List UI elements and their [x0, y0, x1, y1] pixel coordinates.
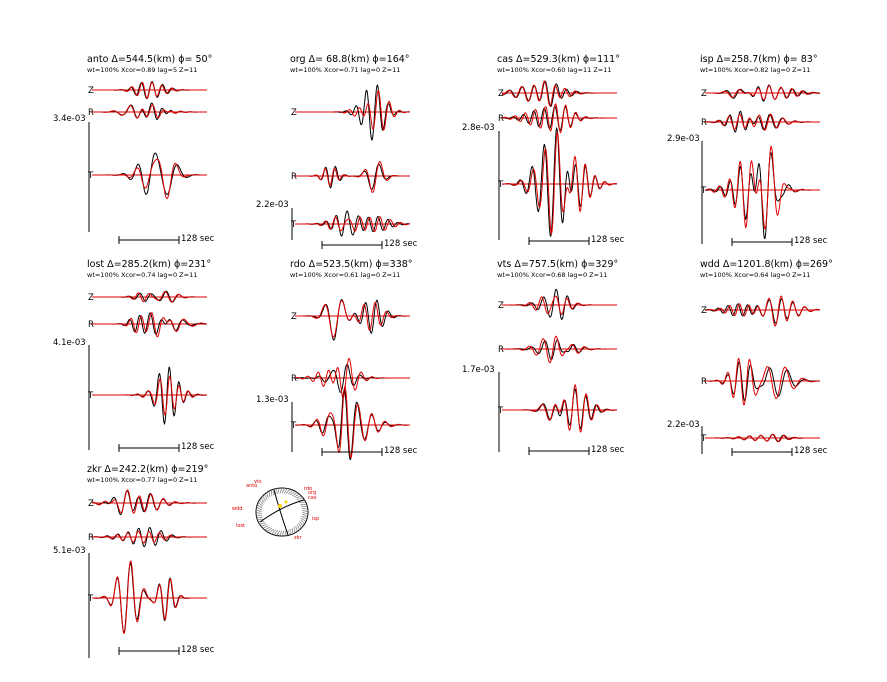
time-scale-label: 128 sec: [384, 446, 418, 456]
station-title: rdo Δ=523.5(km) ϕ=338°: [290, 259, 413, 270]
component-label: Z: [88, 293, 94, 303]
p-axis-marker: [278, 504, 282, 508]
component-label: T: [701, 186, 707, 196]
component-label: R: [291, 172, 297, 182]
trace-t-synthetic: [502, 385, 617, 432]
time-scale-label: 128 sec: [794, 446, 828, 456]
fit-stats: wt=100% Xcor=0.77 lag=0 Z=11: [87, 476, 198, 484]
trace-z-observed: [705, 299, 820, 323]
station-panel: [53, 259, 215, 452]
time-scale-label: 128 sec: [181, 234, 215, 244]
mechanism-station-label: wdd: [232, 506, 243, 512]
trace-z-observed: [295, 300, 410, 341]
amplitude-label: 2.8e-03: [462, 123, 495, 133]
station-title: cas Δ=529.3(km) ϕ=111°: [497, 54, 620, 65]
time-scale-label: 128 sec: [591, 445, 625, 455]
component-label: Z: [701, 306, 707, 316]
station-title: org Δ= 68.8(km) ϕ=164°: [290, 54, 410, 65]
component-label: Z: [498, 89, 504, 99]
time-scale-label: 128 sec: [384, 239, 418, 249]
trace-z-synthetic: [295, 90, 410, 129]
mechanism-station-label: cas: [308, 495, 317, 501]
component-label: R: [88, 533, 94, 543]
amplitude-label: 1.3e-03: [256, 395, 289, 405]
fit-stats: wt=100% Xcor=0.61 lag=0 Z=11: [290, 271, 401, 279]
station-panel: [256, 54, 418, 249]
component-label: R: [498, 114, 504, 124]
p-axis-marker: [285, 501, 288, 504]
station-panel: [53, 54, 215, 244]
station-panel: [667, 259, 833, 456]
trace-t-observed: [705, 153, 820, 239]
amplitude-label: 1.7e-03: [462, 365, 495, 375]
time-scale-label: 128 sec: [794, 236, 828, 246]
component-label: R: [88, 320, 94, 330]
trace-z-synthetic: [92, 82, 207, 98]
fit-stats: wt=100% Xcor=0.68 lag=0 Z=11: [497, 271, 608, 279]
component-label: R: [701, 377, 707, 387]
component-label: T: [88, 391, 94, 401]
trace-z-synthetic: [705, 296, 820, 326]
mechanism-station-label: org: [308, 490, 317, 496]
fit-stats: wt=100% Xcor=0.89 lag=5 Z=11: [87, 66, 198, 74]
amplitude-label: 2.2e-03: [667, 420, 700, 430]
component-label: R: [291, 374, 297, 384]
station-panel: [53, 464, 215, 658]
trace-t-observed: [92, 153, 207, 194]
trace-t-synthetic: [92, 561, 207, 633]
component-label: Z: [88, 499, 94, 509]
amplitude-label: 3.4e-03: [53, 114, 86, 124]
component-label: R: [88, 108, 94, 118]
component-label: T: [291, 421, 297, 431]
mechanism-station-label: isp: [312, 516, 320, 522]
time-scale-label: 128 sec: [181, 645, 215, 655]
trace-r-synthetic: [92, 313, 207, 337]
fit-stats: wt=100% Xcor=0.60 lag=11 Z=11: [497, 66, 612, 74]
trace-r-observed: [295, 164, 410, 189]
component-label: Z: [88, 86, 94, 96]
mechanism-station-label: vts: [254, 479, 262, 485]
trace-r-synthetic: [705, 359, 820, 405]
fit-stats: wt=100% Xcor=0.74 lag=0 Z=11: [87, 271, 198, 279]
mechanism-station-label: zkr: [294, 535, 302, 541]
component-label: Z: [291, 108, 297, 118]
amplitude-label: 2.2e-03: [256, 200, 289, 210]
beachball-outline: [256, 488, 308, 536]
trace-r-synthetic: [295, 162, 410, 193]
fit-stats: wt=100% Xcor=0.82 lag=0 Z=11: [700, 66, 811, 74]
component-label: Z: [498, 301, 504, 311]
fit-stats: wt=100% Xcor=0.64 lag=0 Z=11: [700, 271, 811, 279]
station-title: lost Δ=285.2(km) ϕ=231°: [87, 259, 212, 270]
trace-t-synthetic: [92, 376, 207, 415]
station-panel: [256, 259, 418, 459]
station-title: zkr Δ=242.2(km) ϕ=219°: [87, 464, 209, 475]
station-title: wdd Δ=1201.8(km) ϕ=269°: [700, 259, 833, 270]
component-label: T: [88, 594, 94, 604]
station-panel: [462, 54, 625, 245]
component-label: R: [498, 345, 504, 355]
trace-z-observed: [502, 81, 617, 106]
trace-z-synthetic: [295, 301, 410, 337]
amplitude-label: 5.1e-03: [53, 546, 86, 556]
station-title: anto Δ=544.5(km) ϕ= 50°: [87, 54, 213, 65]
component-label: Z: [701, 89, 707, 99]
time-scale-label: 128 sec: [181, 442, 215, 452]
station-title: vts Δ=757.5(km) ϕ=329°: [497, 259, 619, 270]
amplitude-label: 2.9e-03: [667, 134, 700, 144]
component-label: T: [88, 171, 94, 181]
fit-stats: wt=100% Xcor=0.71 lag=0 Z=11: [290, 66, 401, 74]
station-title: isp Δ=258.7(km) ϕ= 83°: [700, 54, 818, 65]
amplitude-label: 4.1e-03: [53, 338, 86, 348]
mechanism-station-label: anto: [246, 483, 258, 489]
time-scale-label: 128 sec: [591, 235, 625, 245]
component-label: T: [701, 434, 707, 444]
component-label: T: [498, 406, 504, 416]
mechanism-station-label: lost: [236, 523, 246, 529]
focal-mechanism: [232, 479, 319, 541]
station-panel: [462, 259, 625, 455]
component-label: Z: [291, 312, 297, 322]
station-panel: [667, 54, 828, 246]
mechanism-station-label: rdo: [304, 486, 313, 492]
component-label: T: [291, 220, 297, 230]
component-label: T: [498, 180, 504, 190]
component-label: R: [701, 118, 707, 128]
